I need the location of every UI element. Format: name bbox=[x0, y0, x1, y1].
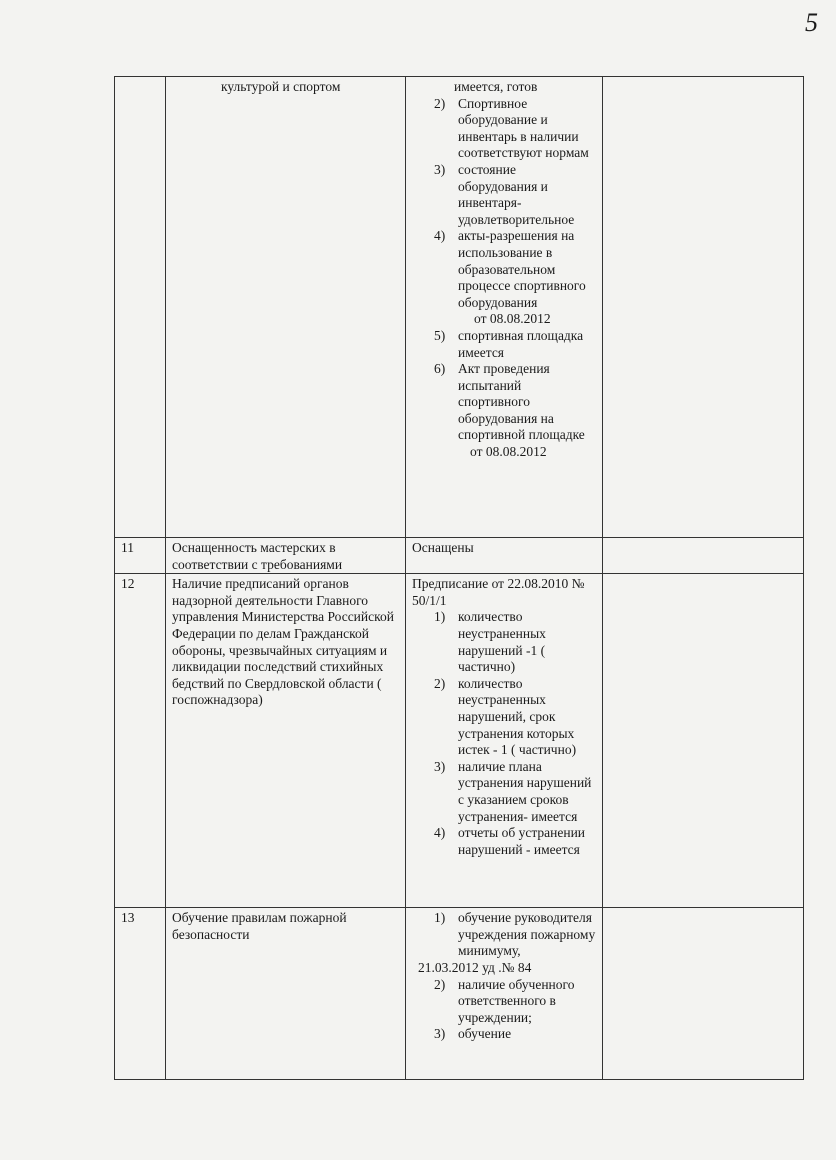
row-criterion: Обучение правилам пожарной безопасности bbox=[166, 908, 406, 1080]
status-line: имеется, готов bbox=[454, 79, 538, 94]
list-item: 5) спортивная площадка имеется bbox=[434, 327, 584, 360]
table-row bbox=[115, 908, 804, 1080]
prescription-line: Предписание от 22.08.2010 № 50/1/1 bbox=[412, 576, 585, 608]
inspection-table bbox=[114, 76, 804, 1080]
row-number: 13 bbox=[115, 908, 166, 1080]
row-number: 11 bbox=[115, 538, 166, 574]
row-criterion: культурой и спортом bbox=[166, 77, 406, 538]
list-item: 3) состояние оборудования и инвентаря-удовлетворительное bbox=[434, 161, 575, 227]
row-note bbox=[603, 538, 804, 574]
row-number: 12 bbox=[115, 574, 166, 908]
table-row bbox=[115, 538, 804, 574]
list-item: 4) отчеты об устранении нарушений - имеется bbox=[434, 825, 586, 857]
row-number bbox=[115, 77, 166, 538]
list-item: 6) Акт проведения испытаний спортивного оборудования на спортивной площадке от 08.08.2012 bbox=[434, 361, 585, 460]
list-item: 2) количество неустраненных нарушений, срок устранения которых истек - 1 ( частично) bbox=[434, 675, 577, 758]
row-status bbox=[406, 574, 603, 908]
row-status: Оснащены bbox=[406, 538, 603, 574]
row-criterion: Оснащенность мастерских в соответствии с требованиями bbox=[166, 538, 406, 574]
certificate-line: 21.03.2012 уд .№ 84 bbox=[418, 959, 532, 975]
row-criterion: Наличие предписаний органов надзорной деятельности Главного управления Министерства Российской Федерации по делам Гражданской обороны, чрезвычайных ситуациям и ликвидации последствий стихийных бедствий по Свердловской области ( госпожнадзора) bbox=[166, 574, 406, 908]
list-item: 2) Спортивное оборудование и инвентарь в наличии соответствуют нормам bbox=[434, 95, 589, 161]
list-item: 2) наличие обученного ответственного в учреждении; bbox=[434, 976, 575, 1025]
page-number: 5 bbox=[805, 8, 818, 37]
list-item: 3) обучение bbox=[434, 1026, 512, 1042]
table-row bbox=[115, 77, 804, 538]
table-row bbox=[115, 574, 804, 908]
list-item: 3) наличие плана устранения нарушений с указанием сроков устранения- имеется bbox=[434, 758, 592, 824]
row-status bbox=[406, 77, 603, 538]
list-item: 4) акты-разрешения на использование в образовательном процессе спортивного оборудования от 08.08.2012 bbox=[434, 228, 586, 327]
row-status bbox=[406, 908, 603, 1080]
row-note bbox=[603, 574, 804, 908]
row-note bbox=[603, 77, 804, 538]
row-note bbox=[603, 908, 804, 1080]
list-item: 1) количество неустраненных нарушений -1 ( частично) bbox=[434, 609, 546, 675]
list-item: 1) обучение руководителя учреждения пожарному минимуму, bbox=[434, 910, 596, 959]
